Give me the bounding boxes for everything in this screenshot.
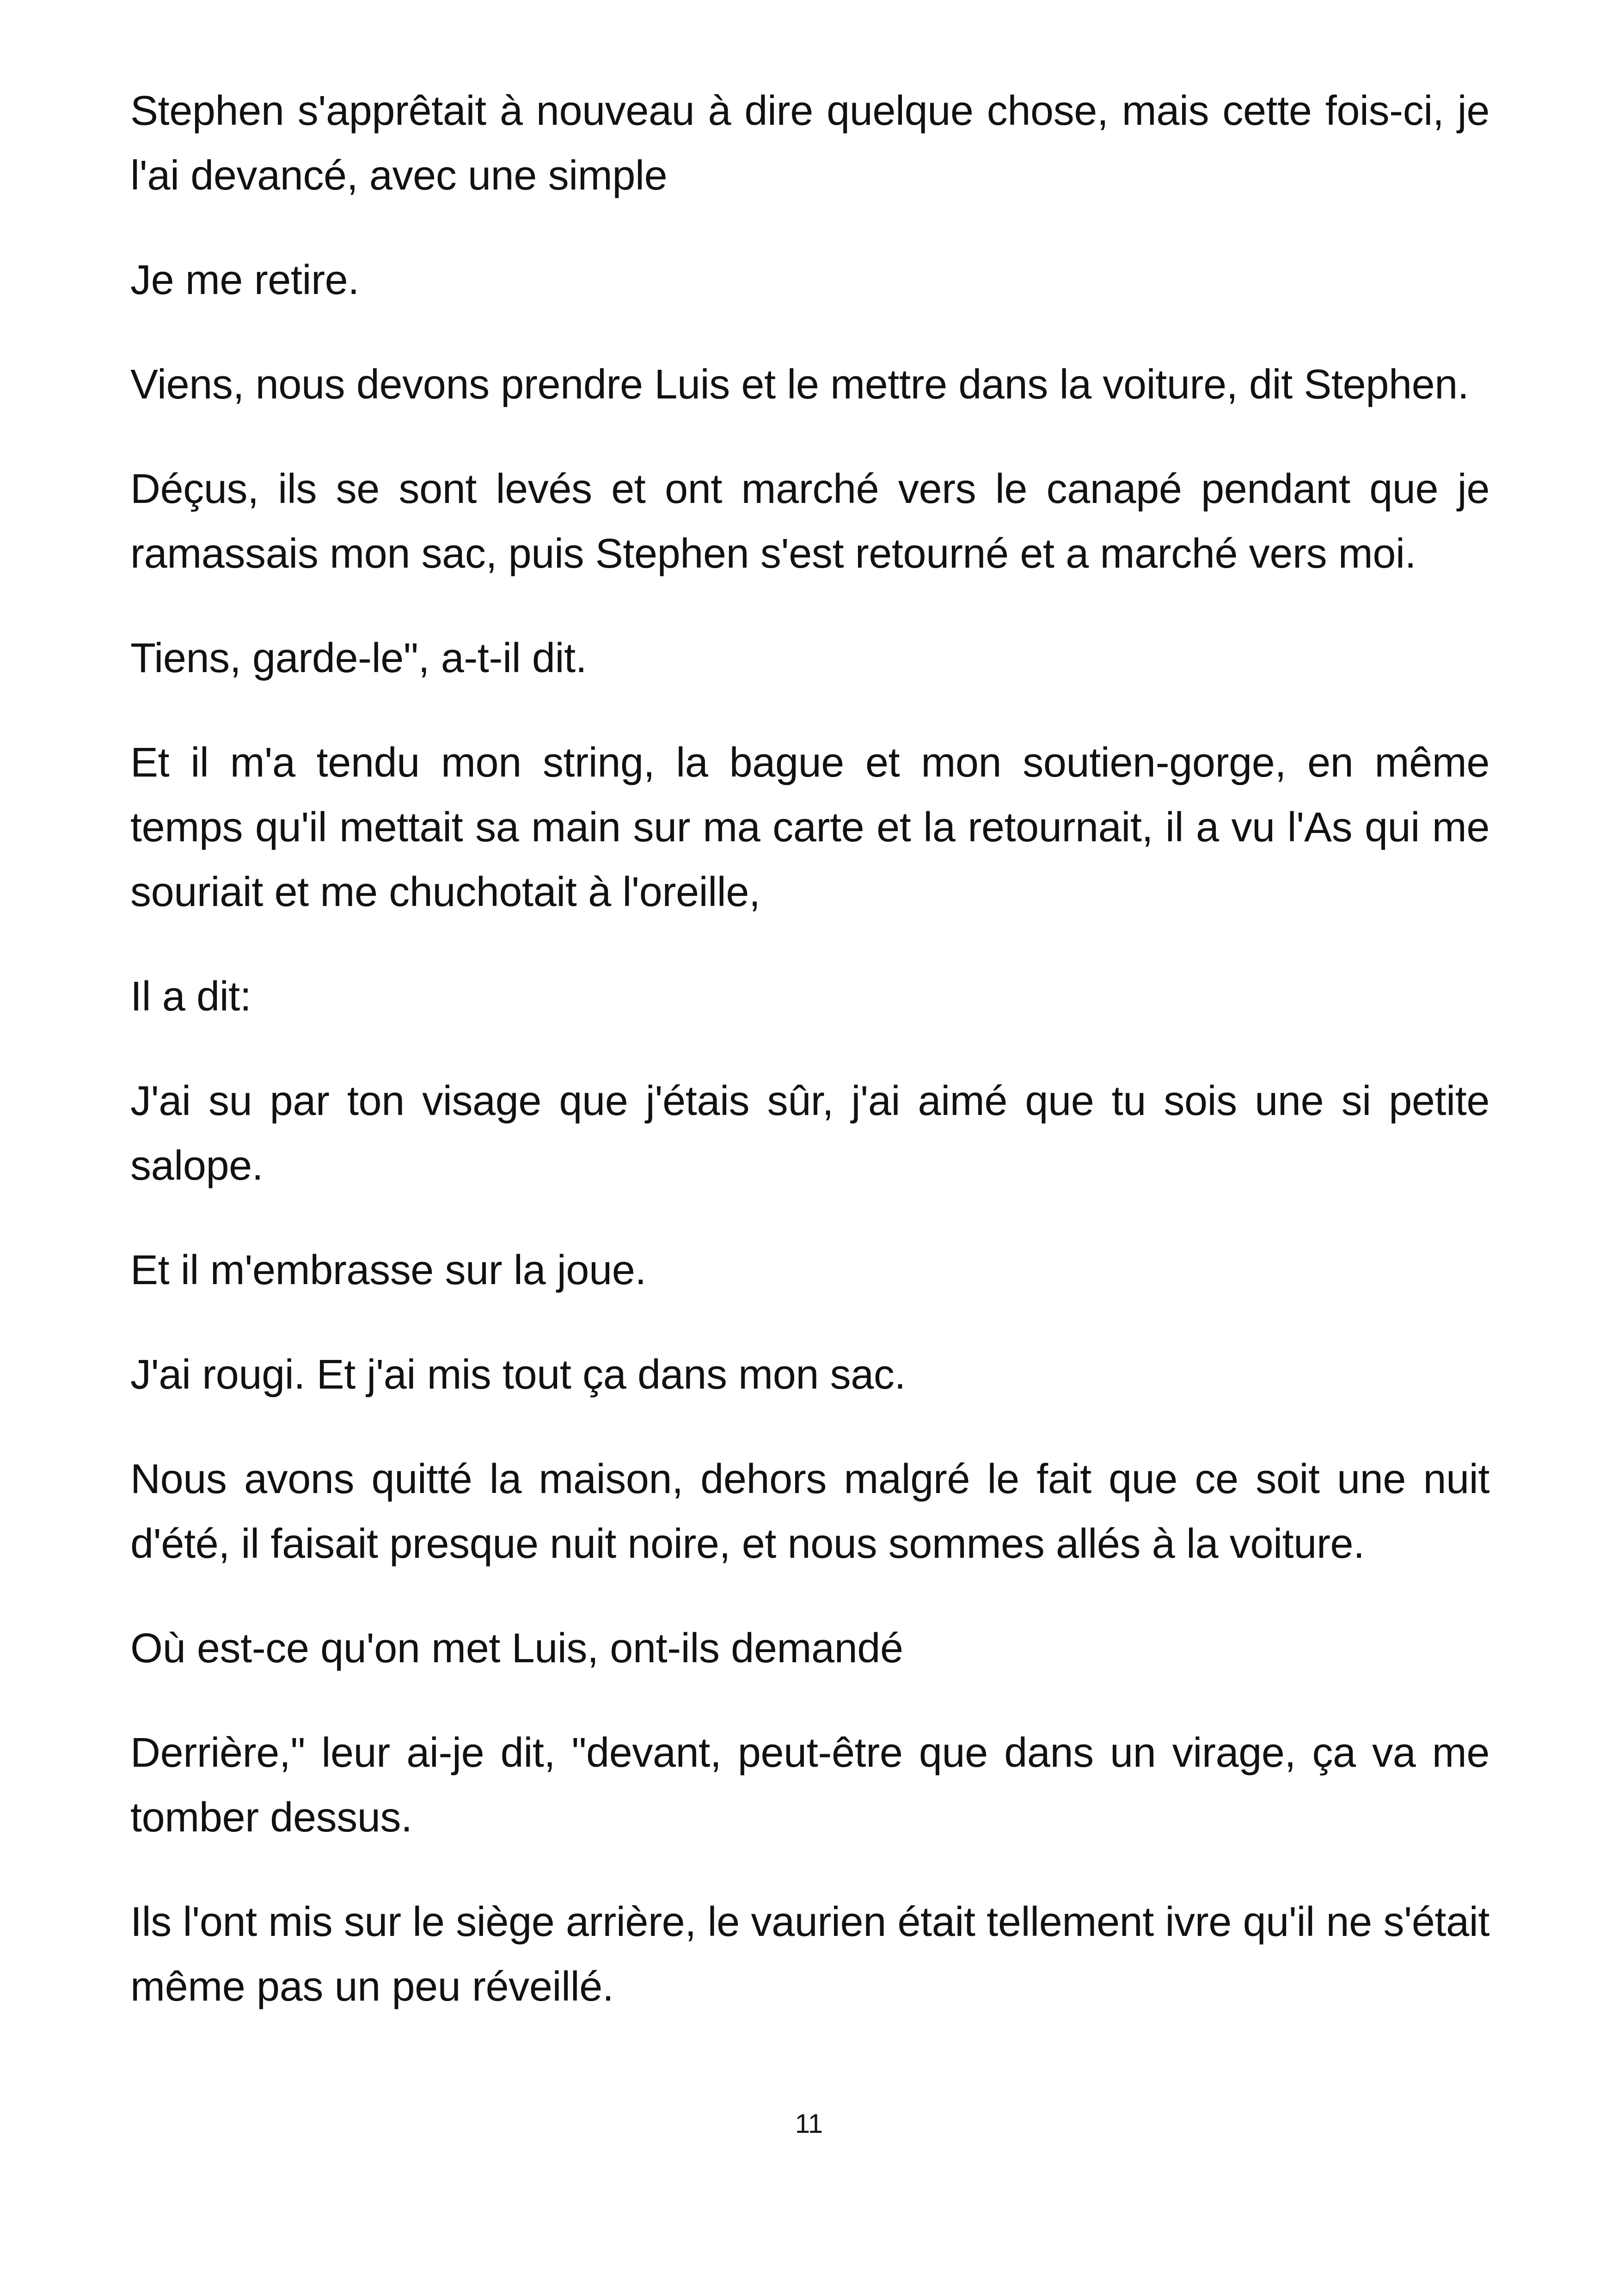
paragraph: J'ai su par ton visage que j'étais sûr, j'ai aimé que tu sois une si petite salope.	[130, 1078, 1489, 1189]
paragraph: Nous avons quitté la maison, dehors malgré le fait que ce soit une nuit d'été, il faisait presque nuit noire, et nous sommes allés à la voiture.	[130, 1456, 1489, 1567]
paragraph: J'ai rougi. Et j'ai mis tout ça dans mon sac.	[130, 1352, 906, 1398]
body-text	[130, 79, 1489, 2059]
paragraph: Déçus, ils se sont levés et ont marché vers le canapé pendant que je ramassais mon sac, puis Stephen s'est retourné et a marché vers moi.	[130, 466, 1489, 577]
paragraph: Derrière," leur ai-je dit, "devant, peut-être que dans un virage, ça va me tomber dessus.	[130, 1730, 1489, 1841]
paragraph: Ils l'ont mis sur le siège arrière, le vaurien était tellement ivre qu'il ne s'était même pas un peu réveillé.	[130, 1899, 1489, 2010]
paragraph: Je me retire.	[130, 257, 359, 303]
page-number: 11	[795, 2109, 823, 2139]
paragraph: Et il m'a tendu mon string, la bague et mon soutien-gorge, en même temps qu'il mettait sa main sur ma carte et la retournait, il a vu l'As qui me souriait et me chuchotait à l'oreille,	[130, 740, 1489, 915]
paragraph: Il a dit:	[130, 974, 251, 1020]
paragraph: Viens, nous devons prendre Luis et le mettre dans la voiture, dit Stephen.	[130, 361, 1469, 408]
paragraph: Stephen s'apprêtait à nouveau à dire quelque chose, mais cette fois-ci, je l'ai devancé, avec une simple	[130, 88, 1489, 199]
paragraph: Et il m'embrasse sur la joue.	[130, 1247, 646, 1293]
paragraph: Où est-ce qu'on met Luis, ont-ils demandé	[130, 1625, 903, 1671]
paragraph: Tiens, garde-le", a-t-il dit.	[130, 635, 587, 681]
